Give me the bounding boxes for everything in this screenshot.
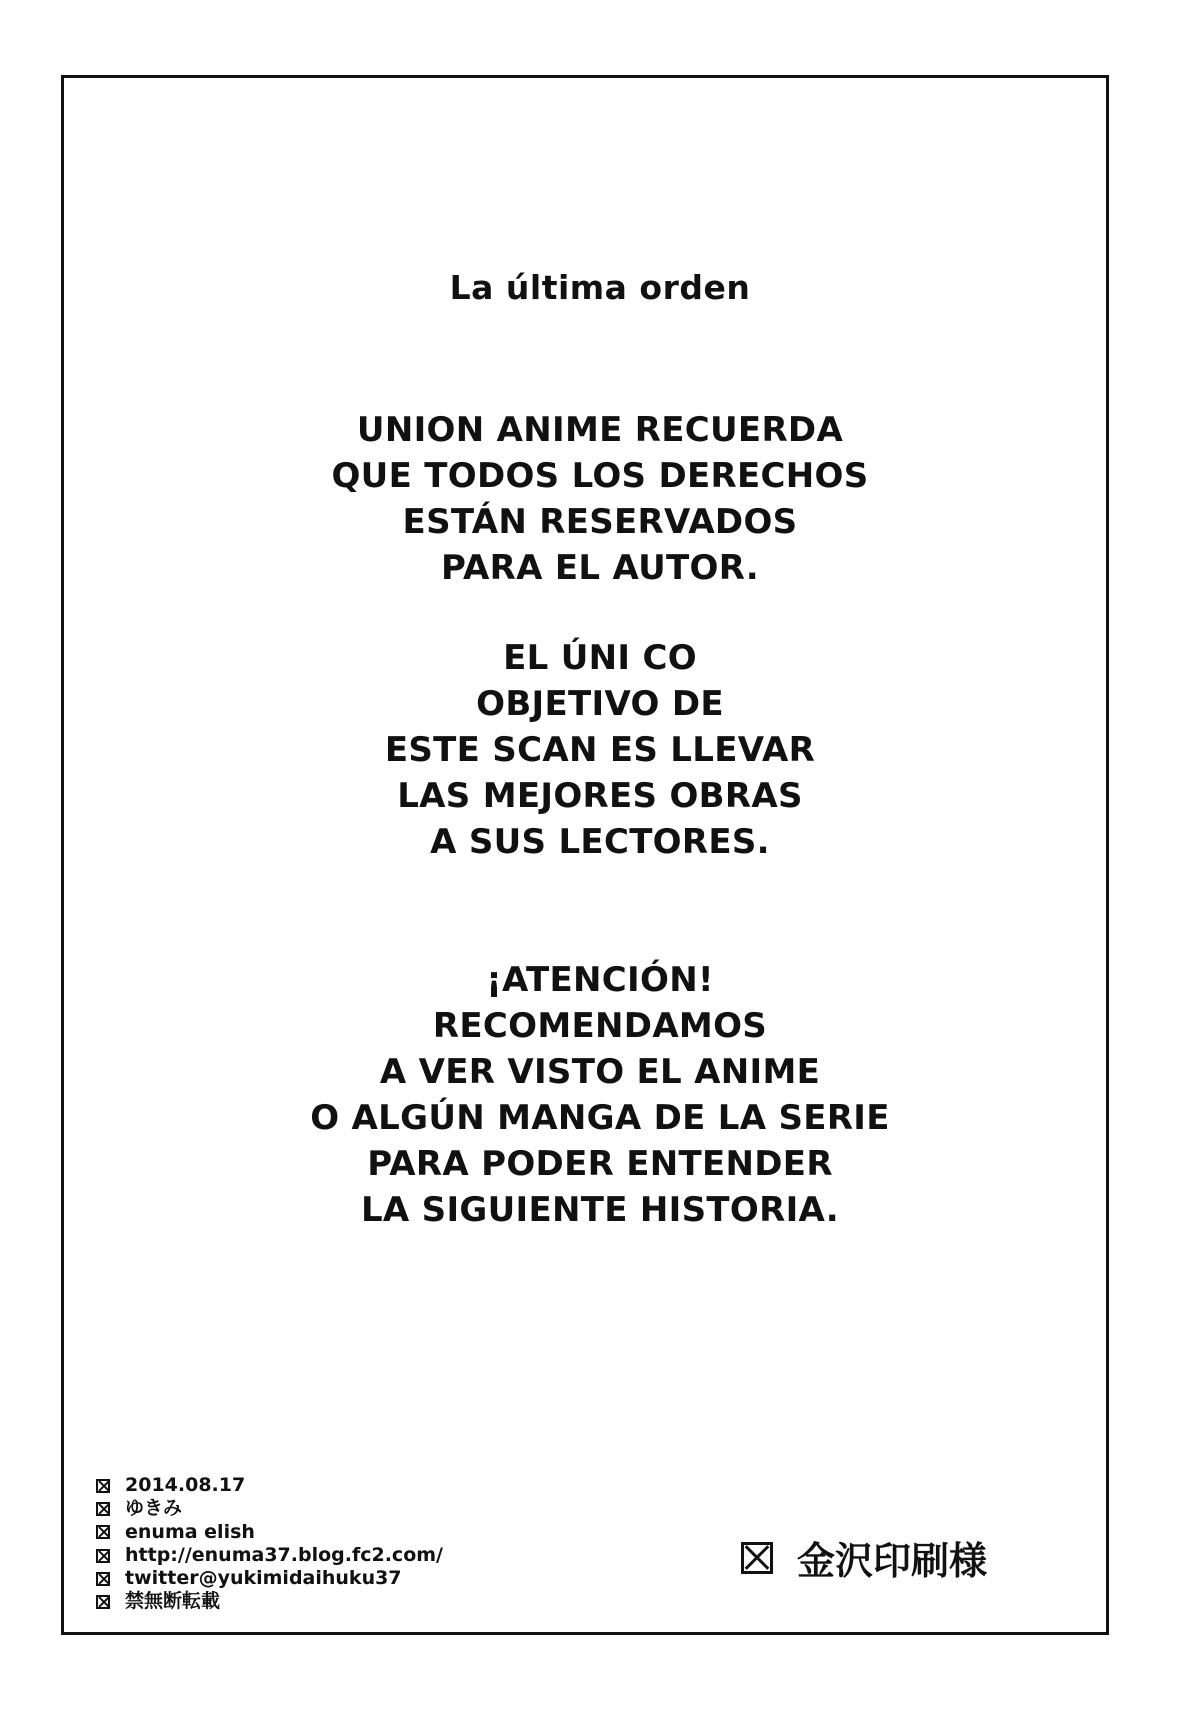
credit-blog-link — [96, 1544, 443, 1567]
credit-text: enuma elish — [125, 1520, 255, 1543]
credit-text: ゆきみ — [125, 1497, 183, 1520]
purpose-notice-line: A SUS LECTORES. — [430, 822, 770, 862]
purpose-notice-line: LAS MEJORES OBRAS — [397, 776, 803, 816]
rights-notice-line: PARA EL AUTOR. — [440, 548, 760, 588]
credit-text: 2014.08.17 — [125, 1474, 246, 1496]
credit-author — [96, 1497, 443, 1520]
credit-date — [96, 1474, 443, 1497]
credit-no-reprint — [96, 1590, 443, 1613]
credit-circle — [96, 1521, 443, 1544]
credit-text: 禁無断転載 — [125, 1590, 221, 1613]
attention-notice-line: LA SIGUIENTE HISTORIA. — [360, 1190, 840, 1230]
rights-notice-line: QUE TODOS LOS DERECHOS — [331, 456, 869, 496]
rights-notice — [0, 407, 1200, 591]
attention-notice-line: O ALGÚN MANGA DE LA SERIE — [310, 1098, 890, 1138]
checkbox-cross-icon — [96, 1549, 110, 1563]
purpose-notice — [0, 635, 1200, 865]
credit-text: http://enuma37.blog.fc2.com/ — [125, 1543, 443, 1566]
attention-notice — [0, 957, 1200, 1233]
checkbox-cross-icon — [96, 1572, 110, 1586]
credit-text: twitter@yukimidaihuku37 — [125, 1567, 402, 1590]
page-title: La última orden — [449, 268, 751, 307]
attention-notice-line: A VER VISTO EL ANIME — [379, 1052, 821, 1092]
rights-notice-line: UNION ANIME RECUERDA — [356, 410, 844, 450]
attention-notice-line: PARA PODER ENTENDER — [367, 1144, 833, 1184]
attention-notice-line: ¡ATENCIÓN! — [486, 960, 714, 1000]
printer-credit — [741, 1530, 987, 1585]
credits-list — [96, 1474, 443, 1614]
checkbox-cross-icon — [96, 1525, 110, 1539]
purpose-notice-line: ESTE SCAN ES LLEVAR — [384, 730, 816, 770]
checkbox-cross-icon — [741, 1542, 773, 1574]
purpose-notice-line: OBJETIVO DE — [476, 684, 724, 724]
purpose-notice-line: EL ÚNI CO — [503, 638, 697, 678]
credit-twitter — [96, 1567, 443, 1590]
rights-notice-line: ESTÁN RESERVADOS — [402, 502, 798, 542]
printer-text: 金沢印刷様 — [797, 1539, 988, 1583]
attention-notice-line: RECOMENDAMOS — [432, 1006, 768, 1046]
checkbox-cross-icon — [96, 1502, 110, 1516]
checkbox-cross-icon — [96, 1479, 110, 1493]
checkbox-cross-icon — [96, 1595, 110, 1609]
